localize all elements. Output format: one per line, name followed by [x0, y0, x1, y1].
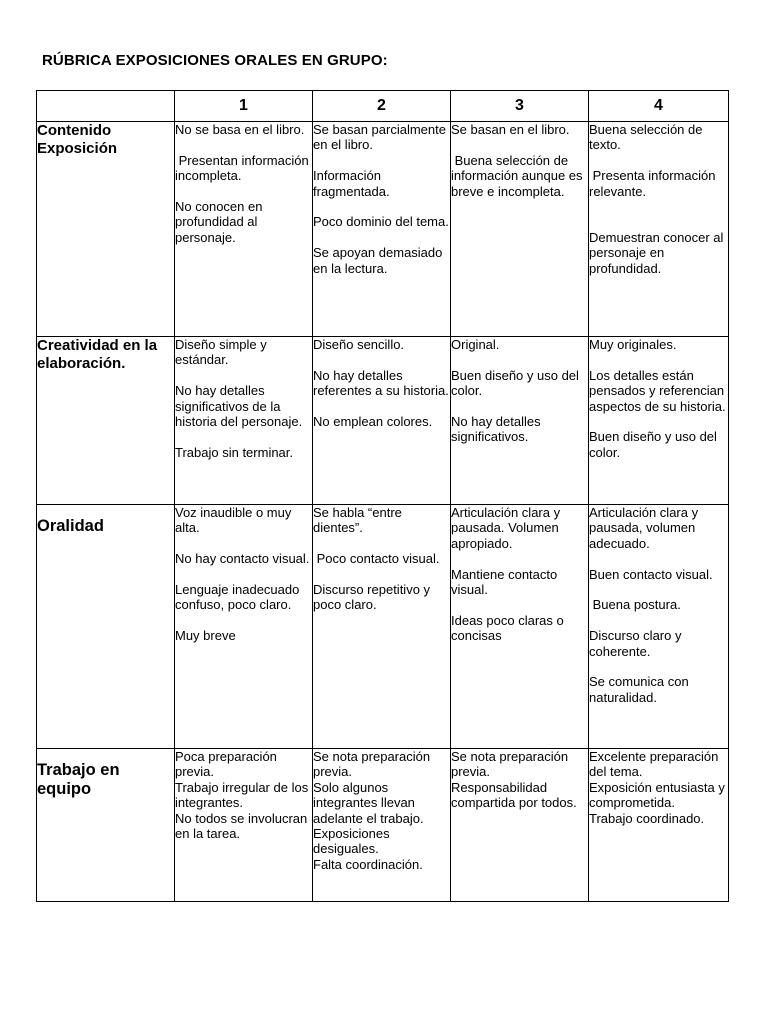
criterion-label: Trabajo en equipo — [37, 761, 120, 798]
descriptor-line: No hay contacto visual. — [175, 551, 310, 567]
descriptor-line: Poco contacto visual. — [313, 551, 440, 567]
descriptor-line: Falta coordinación. — [313, 856, 423, 872]
descriptor-line: Original. — [451, 337, 500, 352]
descriptor-line: Buena selección de información aunque es breve e incompleta. — [451, 152, 587, 199]
level-header-2: 2 — [313, 91, 451, 122]
descriptor-line: No hay detalles significativos. — [451, 414, 545, 445]
descriptor-line: Solo algunos integrantes llevan adelante el trabajo. — [313, 779, 424, 826]
descriptor-cell — [451, 505, 589, 749]
descriptor-cell — [451, 337, 589, 505]
criterion-cell — [37, 337, 175, 505]
descriptor-line: Se basan en el libro. — [451, 122, 570, 137]
descriptor-cell — [589, 337, 729, 505]
descriptor-cell — [175, 505, 313, 749]
descriptor-line: No conocen en profundidad al personaje. — [175, 199, 267, 245]
descriptor-line: Mantiene contacto visual. — [451, 566, 561, 598]
descriptor-line: Trabajo sin terminar. — [175, 444, 294, 460]
descriptor-line: No hay detalles referentes a su historia. — [313, 367, 449, 399]
header-corner-cell — [37, 91, 175, 122]
descriptor-line: Se comunica con naturalidad. — [589, 674, 693, 705]
descriptor-line: Se nota preparación previa. — [313, 749, 434, 780]
level-header-3: 3 — [451, 91, 589, 122]
descriptor-cell — [313, 337, 451, 505]
descriptor-line: No todos se involucran en la tarea. — [175, 810, 311, 842]
descriptor-cell — [451, 122, 589, 337]
descriptor-line: Diseño simple y estándar. — [175, 337, 271, 368]
descriptor-line: Presentan información incompleta. — [175, 152, 313, 184]
criterion-label: Contenido Exposición — [37, 122, 118, 157]
descriptor-line: Buen contacto visual. — [589, 566, 713, 582]
descriptor-line: Presenta información relevante. — [589, 168, 720, 199]
descriptor-line: Muy originales. — [589, 337, 677, 352]
descriptor-line: Discurso repetitivo y poco claro. — [313, 582, 434, 613]
descriptor-cell — [589, 749, 729, 902]
descriptor-line: Demuestran conocer al personaje en profundidad. — [589, 229, 724, 276]
page-title: RÚBRICA EXPOSICIONES ORALES EN GRUPO: — [42, 52, 388, 69]
descriptor-line: Trabajo irregular de los integrantes. — [175, 779, 312, 811]
descriptor-cell — [175, 122, 313, 337]
descriptor-line: Se basan parcialmente en el libro. — [313, 122, 450, 153]
level-header-4: 4 — [589, 91, 729, 122]
criterion-label: Creatividad en la elaboración. — [37, 337, 158, 372]
descriptor-line: Articulación clara y pausada. Volumen apropiado. — [451, 505, 564, 551]
descriptor-cell — [589, 122, 729, 337]
criterion-cell — [37, 749, 175, 902]
descriptor-line: No se basa en el libro. — [175, 122, 305, 137]
descriptor-line: Muy breve — [175, 628, 236, 644]
descriptor-line: Se nota preparación previa. — [451, 749, 572, 780]
descriptor-line: Buen diseño y uso del color. — [589, 429, 721, 460]
descriptor-line: No hay detalles significativos de la historia del personaje. — [175, 383, 303, 430]
descriptor-line: Excelente preparación del tema. — [589, 749, 722, 780]
descriptor-line: Buena selección de texto. — [589, 122, 707, 153]
criterion-cell — [37, 122, 175, 337]
descriptor-line: Lenguaje inadecuado confuso, poco claro. — [175, 582, 303, 613]
table-row — [37, 337, 729, 505]
descriptor-line: Exposición entusiasta y comprometida. — [589, 779, 729, 811]
descriptor-line: Buena postura. — [589, 597, 681, 613]
descriptor-line: Se apoyan demasiado en la lectura. — [313, 245, 446, 276]
level-header-1: 1 — [175, 91, 313, 122]
descriptor-line: Exposiciones desiguales. — [313, 826, 394, 857]
table-row — [37, 749, 729, 902]
descriptor-line: Diseño sencillo. — [313, 337, 405, 352]
descriptor-line: Discurso claro y coherente. — [589, 628, 686, 659]
table-header-row — [37, 91, 729, 122]
descriptor-line: Información fragmentada. — [313, 168, 390, 199]
table-row — [37, 505, 729, 749]
descriptor-line: Voz inaudible o muy alta. — [175, 505, 295, 536]
criterion-label: Oralidad — [37, 517, 104, 535]
descriptor-line: Buen diseño y uso del color. — [451, 367, 583, 399]
descriptor-line: Ideas poco claras o concisas — [451, 612, 568, 644]
descriptor-line: Articulación clara y pausada, volumen adecuado. — [589, 505, 702, 551]
descriptor-line: No emplean colores. — [313, 414, 433, 429]
descriptor-line: Responsabilidad compartida por todos. — [451, 779, 577, 811]
descriptor-cell — [175, 749, 313, 902]
descriptor-cell — [175, 337, 313, 505]
descriptor-cell — [313, 505, 451, 749]
descriptor-cell — [589, 505, 729, 749]
descriptor-line: Se habla “entre dientes”. — [313, 505, 406, 536]
descriptor-line: Poco dominio del tema. — [313, 214, 449, 230]
rubric-table — [36, 90, 729, 902]
descriptor-line: Poca preparación previa. — [175, 749, 281, 780]
descriptor-cell — [313, 122, 451, 337]
descriptor-line: Los detalles están pensados y referencian aspectos de su historia. — [589, 367, 728, 414]
descriptor-cell — [313, 749, 451, 902]
descriptor-cell — [451, 749, 589, 902]
descriptor-line: Trabajo coordinado. — [589, 810, 705, 826]
table-row — [37, 122, 729, 337]
criterion-cell — [37, 505, 175, 749]
